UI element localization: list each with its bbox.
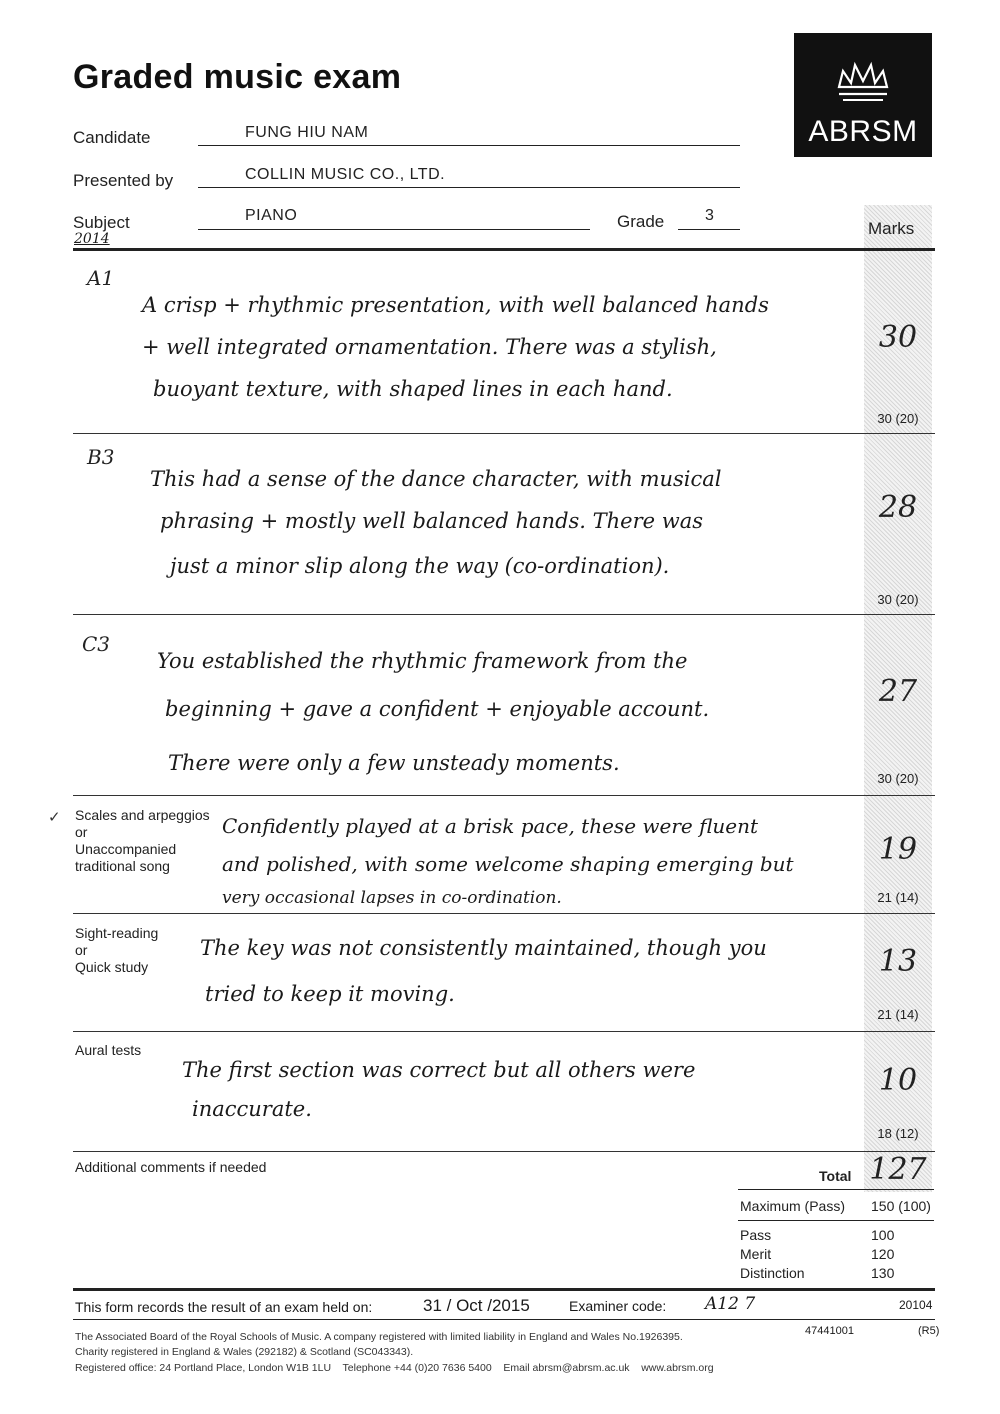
distinction-label: Distinction <box>740 1265 805 1281</box>
header-divider <box>73 248 935 251</box>
presented-line <box>198 187 740 188</box>
presented-value: COLLIN MUSIC CO., LTD. <box>245 166 446 183</box>
section-label: Sight-reading or Quick study <box>75 925 159 975</box>
section-code: A1 <box>87 266 115 290</box>
abrsm-logo <box>794 33 932 157</box>
summary-line <box>738 1220 934 1221</box>
section-max: 30 (20) <box>877 771 919 786</box>
section-divider <box>73 614 935 615</box>
total-value: 127 <box>869 1152 927 1187</box>
subject-value: PIANO <box>245 207 298 224</box>
section-max: 30 (20) <box>877 592 919 607</box>
grade-label: Grade <box>617 212 665 231</box>
maximum-value: 150 (100) <box>871 1198 931 1214</box>
page-title: Graded music exam <box>73 58 402 96</box>
subject-label: Subject <box>73 213 130 232</box>
section-label: Scales and arpeggios or Unaccompanied traditional song <box>75 807 210 874</box>
comment-line: + well integrated ornamentation. There was a stylish, <box>142 335 717 359</box>
pass-value: 100 <box>871 1227 895 1243</box>
comment-line: phrasing + mostly well balanced hands. There was <box>160 509 704 533</box>
section-max: 21 (14) <box>877 1007 919 1022</box>
section-divider <box>73 795 935 796</box>
section-max: 30 (20) <box>877 411 919 426</box>
comment-line: The key was not consistently maintained, though you <box>200 936 767 960</box>
section-divider <box>73 1031 935 1032</box>
pass-label: Pass <box>740 1227 772 1243</box>
comment-line: The first section was correct but all others were <box>182 1058 696 1082</box>
crown-icon <box>833 57 893 107</box>
summary-line <box>738 1189 934 1190</box>
footer-line <box>73 1319 935 1320</box>
section-code: C3 <box>82 632 111 656</box>
comment-line: just a minor slip along the way (co-ordination). <box>170 554 670 578</box>
candidate-value: FUNG HIU NAM <box>245 124 369 141</box>
comment-line: There were only a few unsteady moments. <box>168 751 620 775</box>
section-mark: 19 <box>878 832 918 867</box>
section-mark: 28 <box>878 490 918 525</box>
examiner-label: Examiner code: <box>569 1298 667 1314</box>
year-note: 2014 <box>74 231 110 247</box>
comment-line: Confidently played at a brisk pace, these were fluent <box>222 814 759 838</box>
candidate-label: Candidate <box>73 128 151 147</box>
marks-header: Marks <box>868 219 915 238</box>
comment-line: You established the rhythmic framework from the <box>157 649 688 673</box>
comments-label: Additional comments if needed <box>75 1159 267 1175</box>
revision: (R5) <box>918 1325 940 1337</box>
subject-line <box>198 229 590 230</box>
section-divider <box>73 433 935 434</box>
section-mark: 13 <box>878 944 918 979</box>
grade-line <box>678 229 740 230</box>
comment-line: buoyant texture, with shaped lines in each hand. <box>153 377 673 401</box>
comment-line: very occasional lapses in co-ordination. <box>222 888 562 908</box>
exam-date: 31 / Oct /2015 <box>423 1296 530 1315</box>
merit-value: 120 <box>871 1246 895 1262</box>
distinction-value: 130 <box>871 1265 895 1281</box>
comment-line: tried to keep it moving. <box>205 982 455 1006</box>
candidate-line <box>198 145 740 146</box>
comment-line: inaccurate. <box>192 1097 312 1121</box>
legal-text: Charity registered in England & Wales (292182) & Scotland (SC043343). <box>75 1346 414 1358</box>
grade-value: 3 <box>705 207 715 224</box>
footer-divider <box>73 1288 935 1291</box>
doc-number: 47441001 <box>805 1325 854 1337</box>
total-label: Total <box>819 1168 852 1184</box>
section-mark: 27 <box>878 674 918 709</box>
section-mark: 30 <box>878 320 918 355</box>
logo-text: ABRSM <box>808 115 918 148</box>
comment-line: This had a sense of the dance character, with musical <box>150 467 722 491</box>
section-max: 18 (12) <box>877 1126 919 1141</box>
legal-text: Registered office: 24 Portland Place, London W1B 1LU Telephone +44 (0)20 7636 5400 Email abrsm@abrsm.ac.uk www.abrsm.org <box>75 1362 714 1374</box>
legal-text: The Associated Board of the Royal Schools of Music. A company registered with limited liability in England and Wales No.1926395. <box>75 1331 683 1343</box>
code-right: 20104 <box>899 1298 933 1312</box>
section-divider <box>73 1151 935 1152</box>
section-divider <box>73 913 935 914</box>
comment-line: beginning + gave a confident + enjoyable account. <box>165 697 710 721</box>
tick-mark: ✓ <box>48 809 61 826</box>
examiner-code: A12 7 <box>705 1294 756 1314</box>
section-code: B3 <box>87 445 115 469</box>
section-max: 21 (14) <box>877 890 919 905</box>
section-mark: 10 <box>878 1063 918 1098</box>
section-label: Aural tests <box>75 1042 142 1058</box>
presented-label: Presented by <box>73 171 174 190</box>
merit-label: Merit <box>740 1246 772 1262</box>
record-text: This form records the result of an exam held on: <box>75 1299 373 1315</box>
maximum-label: Maximum (Pass) <box>740 1198 846 1214</box>
comment-line: and polished, with some welcome shaping emerging but <box>222 852 794 876</box>
comment-line: A crisp + rhythmic presentation, with well balanced hands <box>142 293 769 317</box>
